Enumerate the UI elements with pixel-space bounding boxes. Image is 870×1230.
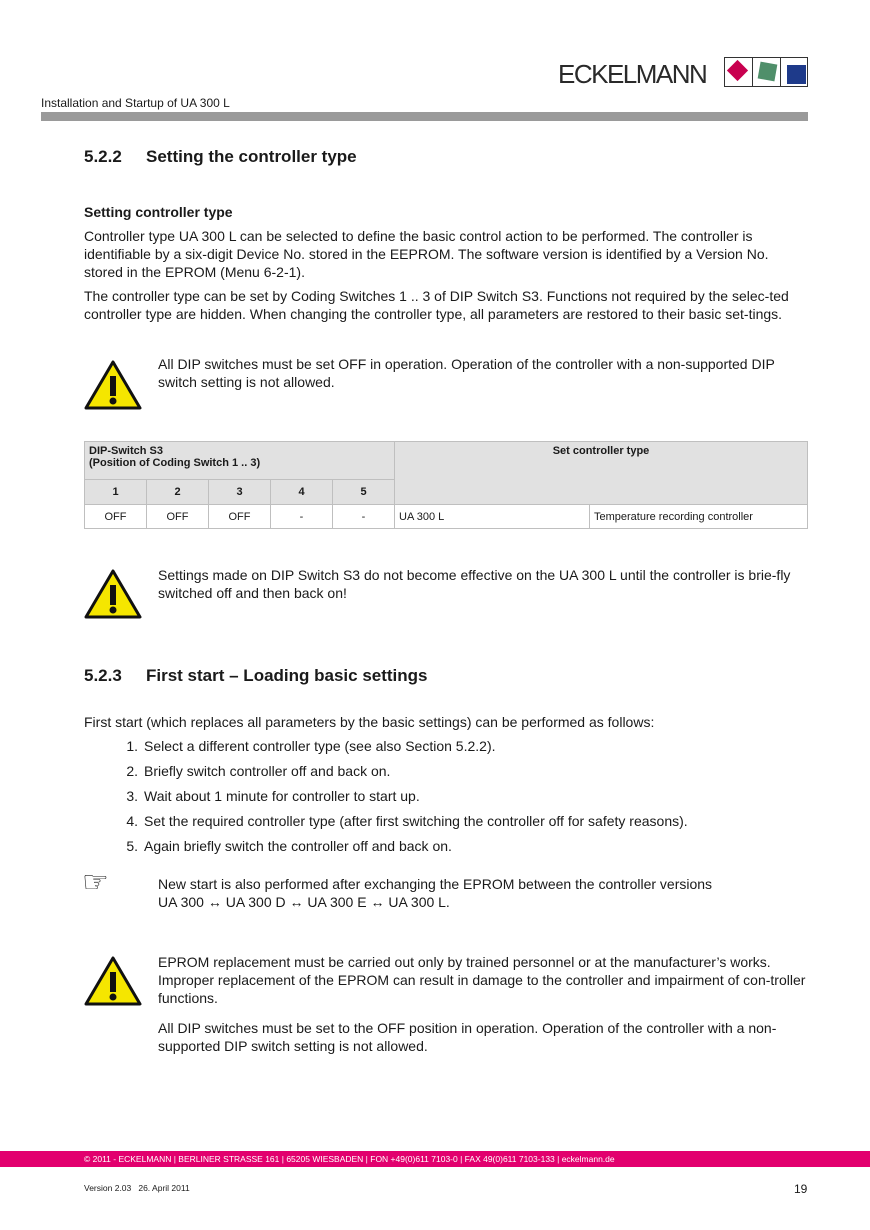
paragraph: First start (which replaces all parameters by the basic settings) can be performed as follows: <box>84 714 655 730</box>
switch-col-header: 5 <box>333 480 395 505</box>
switch-col-header: 3 <box>209 480 271 505</box>
page-number: 19 <box>794 1182 808 1196</box>
switch-col-header: 4 <box>271 480 333 505</box>
list-item: 1. Select a different controller type (see also Section 5.2.2). <box>126 738 496 754</box>
logo-magenta-square-icon <box>727 60 748 81</box>
dip-switch-table <box>84 441 808 529</box>
section-heading-522: 5.2.2 Setting the controller type <box>84 147 357 166</box>
list-item: 2. Briefly switch controller off and back on. <box>126 763 391 779</box>
warning-text: All DIP switches must be set to the OFF position in operation. Operation of the controller with a non-supported DIP switch setting is not allowed. <box>158 1020 777 1054</box>
header-bar <box>41 112 808 121</box>
cell: OFF <box>85 505 147 529</box>
footer-bar <box>0 1151 870 1167</box>
warning-text: Settings made on DIP Switch S3 do not become effective on the UA 300 L until the controller is brie-fly switched off and then back on! <box>158 567 791 601</box>
list-item: 3. Wait about 1 minute for controller to start up. <box>126 788 420 804</box>
paragraph: Controller type UA 300 L can be selected to define the basic control action to be performed. The controller is identifiable by a six-digit Device No. stored in the EEPROM. The software version is identified by a Version No. stored in the EPROM (Menu 6-2-1). <box>84 228 769 280</box>
logo <box>558 57 808 87</box>
list-item: 4. Set the required controller type (after first switching the controller off for safety reasons). <box>126 813 688 829</box>
cell: - <box>271 505 333 529</box>
section-heading-523: 5.2.3 First start – Loading basic settings <box>84 666 428 685</box>
steps-list <box>118 738 688 863</box>
cell: OFF <box>147 505 209 529</box>
subheading: Setting controller type <box>84 204 233 220</box>
table-header: DIP-Switch S3 <box>89 445 163 457</box>
logo-green-square-icon <box>758 62 778 82</box>
note-text: New start is also performed after exchanging the EPROM between the controller versions UA 300 ↔ UA 300 D ↔ UA 300 E ↔ UA 300 L. <box>158 876 713 910</box>
switch-col-header: 2 <box>147 480 209 505</box>
cell: OFF <box>209 505 271 529</box>
list-item: 5. Again briefly switch the controller off and back on. <box>126 838 452 854</box>
table-header: Set controller type <box>395 442 808 505</box>
warning-icon <box>84 956 142 1006</box>
table-row <box>85 505 808 529</box>
cell: UA 300 L <box>395 505 590 529</box>
pointing-hand-icon: ☞ <box>82 866 109 899</box>
paragraph: The controller type can be set by Coding Switches 1 .. 3 of DIP Switch S3. Functions not required by the selec-ted controller type are hidden. When changing the controller type, all parameters are restored to their basic set-tings. <box>84 288 789 322</box>
logo-blue-square-icon <box>787 65 806 84</box>
switch-col-header: 1 <box>85 480 147 505</box>
footer-contact: © 2011 - ECKELMANN | BERLINER STRASSE 161 | 65205 WIESBADEN | FON +49(0)611 7103-0 | FAX 49(0)611 7103-133 | eckelmann.de <box>84 1154 615 1164</box>
doc-title: Installation and Startup of UA 300 L <box>41 96 230 110</box>
logo-text: ECKELMANN <box>558 59 707 89</box>
cell: - <box>333 505 395 529</box>
table-header: (Position of Coding Switch 1 .. 3) <box>89 457 261 469</box>
warning-icon <box>84 569 142 619</box>
warning-icon <box>84 360 142 410</box>
version-info: Version 2.03 26. April 2011 <box>84 1183 190 1193</box>
cell: Temperature recording controller <box>590 505 808 529</box>
warning-text: All DIP switches must be set OFF in operation. Operation of the controller with a non-supported DIP switch setting is not allowed. <box>158 356 775 390</box>
warning-text: EPROM replacement must be carried out only by trained personnel or at the manufacturer’s works. Improper replacement of the EPROM can result in damage to the controller and impairment of con-troller functions. <box>158 954 806 1006</box>
